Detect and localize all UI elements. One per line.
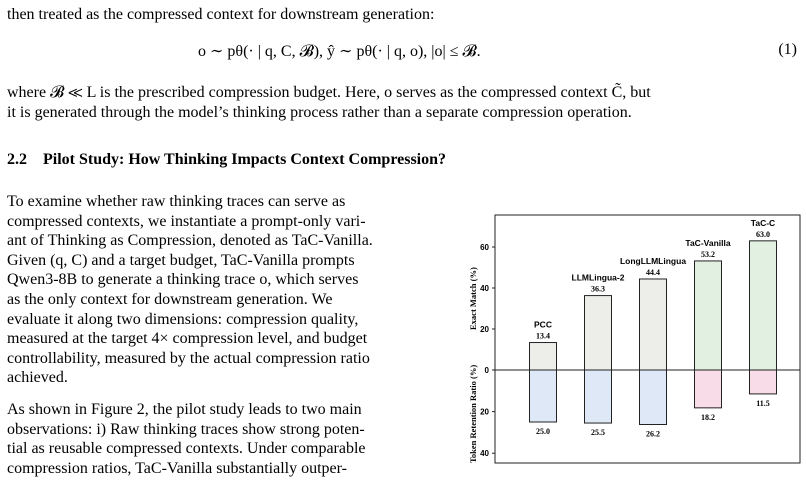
paragraph-pilot-setup xyxy=(7,192,446,388)
exact-match-value-label: 63.0 xyxy=(756,229,770,239)
exact-match-value-label: 36.3 xyxy=(591,284,605,294)
category-label: TaC-Vanilla xyxy=(685,237,731,248)
text-line: compressed contexts, we instantiate a prompt-only vari- xyxy=(7,212,366,230)
retention-value-label: 26.2 xyxy=(646,429,660,439)
y-tick-label: 40 xyxy=(480,284,489,293)
retention-bar xyxy=(640,370,667,424)
y-tick-label: 40 xyxy=(480,449,489,459)
retention-value-label: 25.5 xyxy=(591,428,605,438)
text-line: To examine whether raw thinking traces can serve as xyxy=(7,193,346,210)
section-title: Pilot Study: How Thinking Impacts Context Compression? xyxy=(43,151,447,168)
text-line: achieved. xyxy=(7,369,68,387)
text-line: observations: i) Raw thinking traces show strong poten- xyxy=(7,420,365,438)
figure-2-chart xyxy=(460,205,806,495)
equation-1 xyxy=(0,41,806,65)
text-line: Qwen3-8B to generate a thinking trace o, which serves xyxy=(7,271,359,289)
where-line-1: where 𝓑 ≪ L is the prescribed compression budget. Here, o serves as the compressed context C̃, but xyxy=(7,84,651,101)
retention-bar xyxy=(585,370,612,423)
y-tick-label: 60 xyxy=(480,243,489,252)
retention-value-label: 18.2 xyxy=(701,412,715,422)
section-heading xyxy=(7,151,446,169)
exact-match-bar xyxy=(695,261,722,370)
exact-match-bar xyxy=(585,296,612,370)
category-label: PCC xyxy=(534,319,552,330)
category-label: LLMLingua-2 xyxy=(571,272,625,283)
paragraph-observations xyxy=(7,400,446,478)
text-line: Given (q, C) and a target budget, TaC-Vanilla prompts xyxy=(7,251,355,269)
section-number: 2.2 xyxy=(7,151,27,168)
y-axis-label-bottom: Token Retention Ratio (%) xyxy=(468,364,478,463)
exact-match-bar xyxy=(640,279,667,370)
retention-bar xyxy=(750,370,777,394)
text-line: As shown in Figure 2, the pilot study leads to two main xyxy=(7,400,362,418)
retention-value-label: 11.5 xyxy=(756,398,770,408)
text-line: ant of Thinking as Compression, denoted as TaC-Vanilla. xyxy=(7,232,373,250)
bar-chart-svg xyxy=(460,205,806,495)
intro-text: then treated as the compressed context for downstream generation: xyxy=(7,6,435,23)
y-tick-label: 20 xyxy=(480,325,489,334)
where-paragraph xyxy=(7,83,798,122)
text-line: measured at the target 4× compression level, and budget xyxy=(7,330,368,348)
y-axis-label-top: Exact Match (%) xyxy=(468,267,478,330)
exact-match-bar xyxy=(530,343,557,370)
exact-match-bar xyxy=(750,241,777,370)
retention-bar xyxy=(530,370,557,422)
category-label: TaC-C xyxy=(750,217,776,228)
text-line: controllability, measured by the actual compression ratio xyxy=(7,349,370,367)
y-tick-label: 20 xyxy=(480,407,489,417)
exact-match-value-label: 13.4 xyxy=(536,331,550,341)
retention-value-label: 25.0 xyxy=(536,427,550,436)
left-column-text xyxy=(7,192,446,490)
equation-body: o ∼ pθ(· | q, C, 𝓑), ŷ ∼ pθ(· | q, o), |o| ≤ 𝓑. xyxy=(198,43,481,60)
category-label: LongLLMLingua xyxy=(619,255,687,266)
text-line: as the only context for downstream generation. We xyxy=(7,290,333,308)
exact-match-value-label: 53.2 xyxy=(701,249,715,259)
equation-number: (1) xyxy=(778,41,797,58)
text-line: evaluate it along two dimensions: compression quality, xyxy=(7,310,359,328)
text-line: tial as reusable compressed contexts. Under comparable xyxy=(7,440,366,458)
text-line: compression ratios, TaC-Vanilla substantially outper- xyxy=(7,459,347,477)
y-tick-label: 0 xyxy=(484,366,489,375)
exact-match-value-label: 44.4 xyxy=(646,267,660,277)
retention-bar xyxy=(695,370,722,408)
where-line-2: it is generated through the model’s thinking process rather than a separate compression operation. xyxy=(7,103,632,121)
